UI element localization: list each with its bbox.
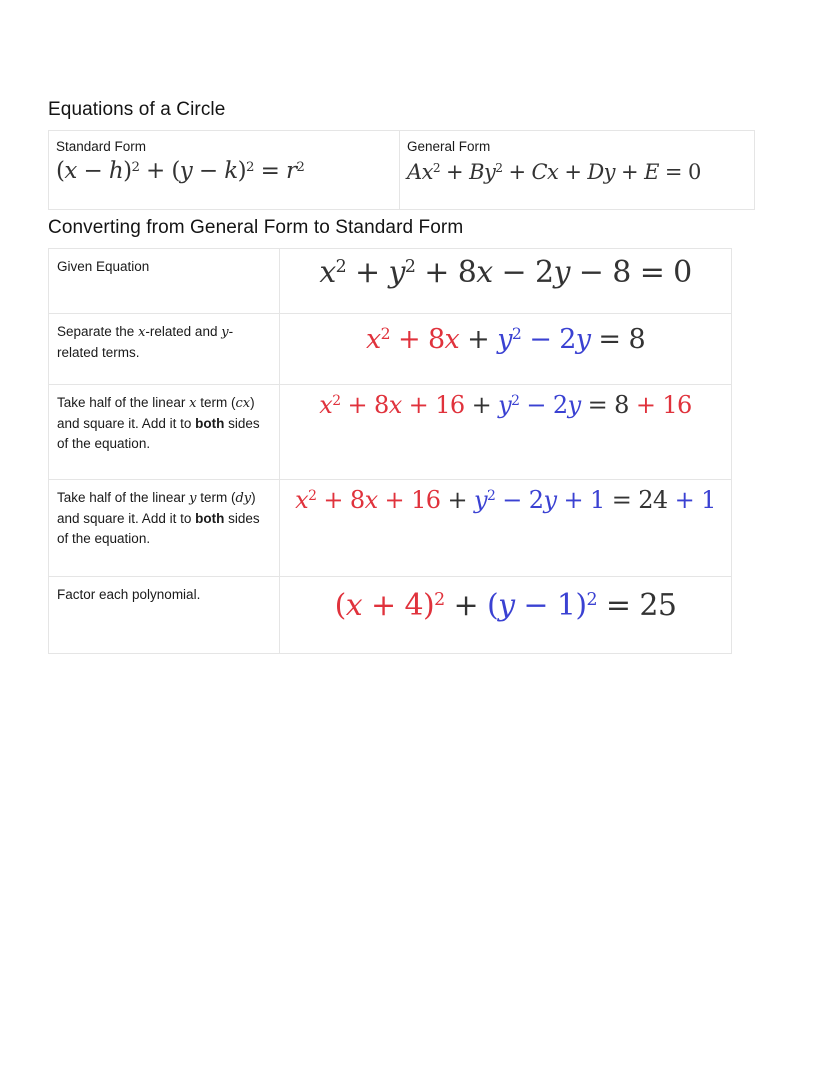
circle-forms-table [48, 130, 755, 210]
step-equation-cell [280, 385, 732, 480]
equation-segment: + [440, 486, 474, 514]
table-row [49, 577, 732, 654]
table-row [49, 314, 732, 385]
form-equation [407, 157, 750, 185]
equation-segment: + [444, 588, 487, 623]
label-segment: Given Equation [57, 259, 150, 274]
step-equation [284, 587, 727, 625]
equation-segment: = 8 [580, 391, 629, 419]
label-segment: sides of the equation. [57, 416, 260, 451]
form-equation [56, 157, 395, 186]
equation-segment: $(y - 1)^2$ [487, 588, 597, 623]
label-segment: cx [235, 396, 251, 411]
equation-segment: $x^2 + 8x + 16$ [319, 391, 465, 419]
equation-segment: $(x + 4)^2$ [334, 588, 445, 623]
step-equation [284, 323, 727, 357]
step-label-cell [49, 249, 280, 314]
form-label: Standard Form [56, 139, 147, 154]
equation-segment: + [464, 391, 499, 419]
equation-segment: $Ax^2 + By^2 + Cx + Dy + E = 0$ [407, 160, 701, 184]
page-title: Equations of a Circle [48, 99, 226, 120]
step-equation-cell [280, 480, 732, 577]
equation-segment: $(x - h)^2 + (y - k)^2 = r^2$ [56, 158, 305, 184]
step-equation [284, 390, 727, 420]
label-segment: -related and [145, 324, 222, 339]
label-segment: term ( [196, 490, 236, 505]
table-row [49, 385, 732, 480]
equation-segment: $y^2 - 2y$ [498, 391, 581, 419]
equation-segment: = 24 [604, 486, 668, 514]
form-cell-standard-form [49, 131, 400, 210]
equation-segment: + 1 [667, 486, 716, 514]
label-segment: y [189, 491, 197, 506]
label-segment: sides of the equation. [57, 511, 260, 546]
label-segment: Take half of the linear [57, 490, 190, 505]
label-segment: dy [235, 491, 252, 506]
equation-segment: $x^2 + 8x + 16$ [295, 486, 441, 514]
label-segment: both [195, 511, 225, 526]
label-segment: y [221, 325, 229, 340]
label-segment: ) and square it. Add it to [57, 395, 255, 431]
form-label: General Form [407, 139, 491, 154]
label-segment: ) and square it. Add it to [57, 490, 256, 526]
table-row [49, 480, 732, 577]
label-segment: term ( [196, 395, 236, 410]
step-equation [284, 254, 727, 292]
step-equation-cell [280, 577, 732, 654]
equation-segment: + [459, 324, 498, 355]
step-label-cell [49, 314, 280, 385]
equation-segment: $y^2 - 2y + 1$ [474, 486, 605, 514]
equation-segment: = 25 [596, 588, 677, 623]
step-label-cell [49, 385, 280, 480]
label-segment: Factor each polynomial. [57, 587, 201, 602]
label-segment: both [195, 416, 225, 431]
step-label-cell [49, 480, 280, 577]
equation-segment: $x^2 + 8x$ [365, 324, 460, 355]
table-row [49, 131, 755, 210]
section-title-converting: Converting from General Form to Standard Form [48, 217, 464, 238]
step-equation [284, 485, 727, 515]
equation-segment: $y^2 - 2y$ [497, 324, 591, 355]
equation-segment: = 8 [590, 324, 646, 355]
label-segment: Separate the [57, 324, 139, 339]
label-segment: Take half of the linear [57, 395, 190, 410]
label-segment: x [189, 396, 197, 411]
document-page [48, 99, 732, 654]
step-label-cell [49, 577, 280, 654]
step-equation-cell [280, 314, 732, 385]
label-segment: x [138, 325, 146, 340]
form-cell-general-form [400, 131, 755, 210]
table-row [49, 249, 732, 314]
conversion-steps-table [48, 248, 732, 654]
equation-segment: + 16 [628, 391, 692, 419]
label-segment: -related terms. [57, 324, 234, 360]
equation-segment: $x^2 + y^2 + 8x - 2y - 8 = 0$ [319, 255, 692, 290]
step-equation-cell [280, 249, 732, 314]
